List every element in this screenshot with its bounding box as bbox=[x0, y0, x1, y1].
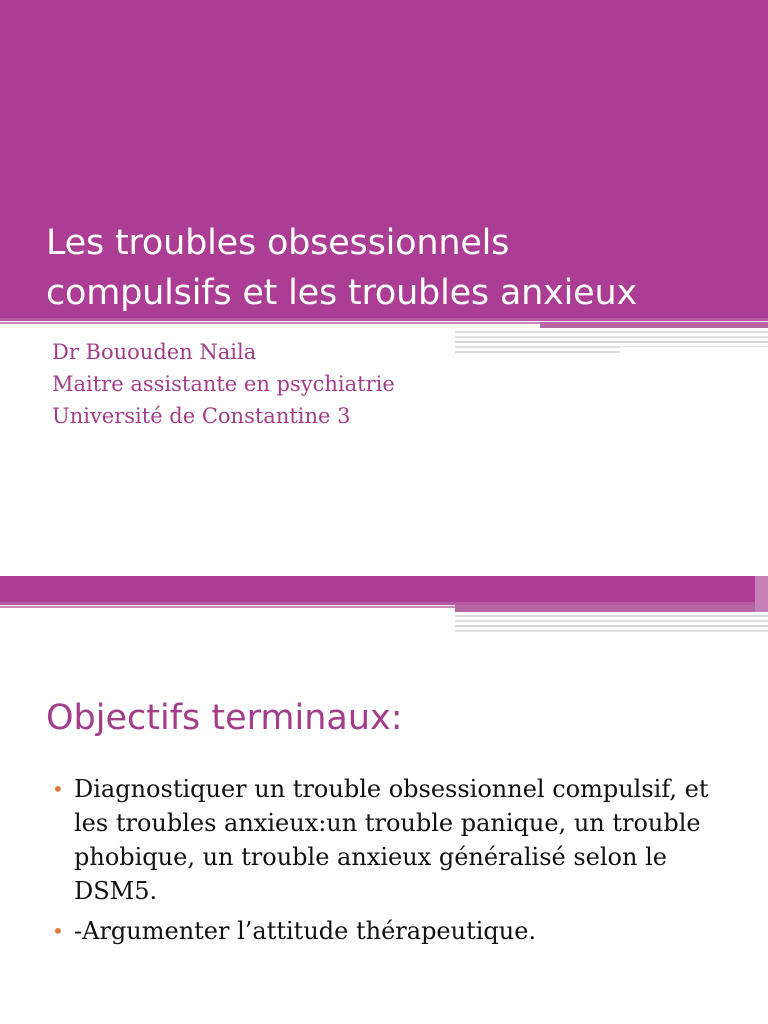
list-item bbox=[52, 914, 732, 948]
objectives-slide bbox=[0, 576, 768, 1024]
objectives-title: Objectifs terminaux: bbox=[46, 698, 403, 738]
list-item-text: -Argumenter l’attitude thérapeutique. bbox=[74, 917, 537, 945]
bullet-icon: • bbox=[52, 919, 64, 943]
list-item-text: Diagnostiquer un trouble obsessionnel compulsif, et les troubles anxieux:un trouble panique, un trouble phobique, un trouble anxieux généralisé selon le DSM5. bbox=[74, 775, 709, 905]
slide-title-line-2: compulsifs et les troubles anxieux bbox=[46, 273, 637, 313]
list-item bbox=[52, 772, 732, 908]
slide-title-line-1: Les troubles obsessionnels bbox=[46, 223, 510, 263]
author-role: Maitre assistante en psychiatrie bbox=[52, 372, 395, 396]
author-institution: Université de Constantine 3 bbox=[52, 404, 351, 428]
slide-subtitle bbox=[52, 336, 652, 432]
slide-title bbox=[46, 218, 766, 318]
bullet-icon: • bbox=[52, 777, 64, 801]
objectives-list bbox=[52, 772, 732, 954]
objectives-band bbox=[0, 576, 768, 602]
author-name: Dr Bououden Naila bbox=[52, 340, 257, 364]
